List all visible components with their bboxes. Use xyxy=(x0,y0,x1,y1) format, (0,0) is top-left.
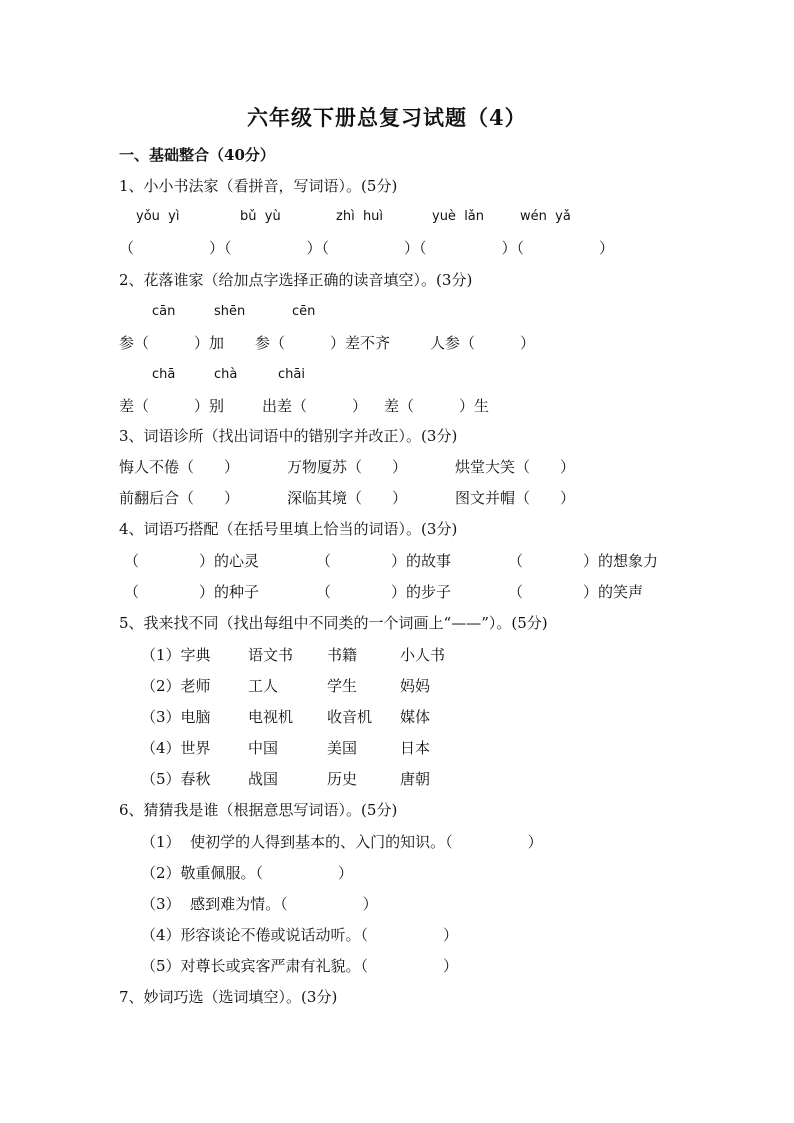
group-word: 妈妈 xyxy=(400,677,431,695)
pinyin-item: cēn xyxy=(292,304,316,319)
group-word: （1）字典 xyxy=(141,646,211,664)
group-word: 小人书 xyxy=(400,646,446,664)
pinyin-item: shēn xyxy=(214,304,246,319)
group-word: 唐朝 xyxy=(400,770,431,788)
pinyin-item: bǔ yù xyxy=(240,209,281,224)
section-heading: 一、基础整合（40分） xyxy=(119,146,275,164)
definition-item: （1） 使初学的人得到基本的、入门的知识。（ ） xyxy=(141,833,543,851)
correction-item: 烘堂大笑（ ） xyxy=(455,458,576,476)
matching-item: （ ）的笑声 xyxy=(508,583,644,601)
group-word: （5）春秋 xyxy=(141,770,211,788)
definition-item: （5）对尊长或宾客严肃有礼貌。（ ） xyxy=(141,957,459,975)
pronunciation-item: 人参（ ） xyxy=(430,334,536,352)
pinyin-item: chāi xyxy=(278,367,305,382)
pinyin-item: zhì huì xyxy=(336,209,384,224)
matching-item: （ ）的故事 xyxy=(316,552,452,570)
group-word: （2）老师 xyxy=(141,677,211,695)
group-word: 工人 xyxy=(248,677,279,695)
pronunciation-item: 参（ ）差不齐 xyxy=(255,334,391,352)
correction-item: 深临其境（ ） xyxy=(287,489,408,507)
pronunciation-item: 差（ ）别 xyxy=(119,397,225,415)
pronunciation-item: 参（ ）加 xyxy=(119,334,225,352)
group-word: 电视机 xyxy=(248,708,294,726)
question-6-title: 6、猜猜我是谁（根据意思写词语）。(5分) xyxy=(119,801,398,819)
group-word: 书籍 xyxy=(327,646,358,664)
correction-item: 前翻后合（ ） xyxy=(119,489,240,507)
matching-item: （ ）的步子 xyxy=(316,583,452,601)
pinyin-item: yǒu yì xyxy=(136,209,180,224)
correction-item: 图文并帽（ ） xyxy=(455,489,576,507)
question-2-title: 2、花落谁家（给加点字选择正确的读音填空）。(3分) xyxy=(119,271,473,289)
group-word: （4）世界 xyxy=(141,739,211,757)
question-4-title: 4、词语巧搭配（在括号里填上恰当的词语）。(3分) xyxy=(119,520,458,538)
correction-item: 万物厦苏（ ） xyxy=(287,458,408,476)
question-1-title: 1、小小书法家（看拼音，写词语）。(5分) xyxy=(119,177,398,195)
group-word: 学生 xyxy=(327,677,358,695)
group-word: 日本 xyxy=(400,739,431,757)
group-word: 历史 xyxy=(327,770,358,788)
question-7-title: 7、妙词巧选（选词填空）。(3分) xyxy=(119,988,338,1006)
group-word: 战国 xyxy=(248,770,279,788)
pinyin-item: chā xyxy=(152,367,176,382)
matching-item: （ ）的种子 xyxy=(124,583,260,601)
page-title: 六年级下册总复习试题（4） xyxy=(247,105,527,130)
matching-item: （ ）的心灵 xyxy=(124,552,260,570)
group-word: （3）电脑 xyxy=(141,708,211,726)
answer-blanks: （ ）（ ）（ ）（ ）（ ） xyxy=(119,239,615,257)
group-word: 语文书 xyxy=(248,646,294,664)
definition-item: （2）敬重佩服。（ ） xyxy=(141,864,354,882)
definition-item: （4）形容谈论不倦或说话动听。（ ） xyxy=(141,926,459,944)
pinyin-item: chà xyxy=(214,367,238,382)
pinyin-item: yuè lǎn xyxy=(432,209,485,224)
definition-item: （3） 感到难为情。（ ） xyxy=(141,895,378,913)
correction-item: 悔人不倦（ ） xyxy=(119,458,240,476)
question-5-title: 5、我来找不同（找出每组中不同类的一个词画上“——”）。(5分) xyxy=(119,614,548,632)
group-word: 中国 xyxy=(248,739,279,757)
pronunciation-item: 差（ ）生 xyxy=(384,397,490,415)
pinyin-item: wén yǎ xyxy=(520,209,571,224)
group-word: 美国 xyxy=(327,739,358,757)
group-word: 收音机 xyxy=(327,708,373,726)
question-3-title: 3、词语诊所（找出词语中的错别字并改正）。(3分) xyxy=(119,427,458,445)
matching-item: （ ）的想象力 xyxy=(508,552,659,570)
pronunciation-item: 出差（ ） xyxy=(262,397,368,415)
pinyin-item: cān xyxy=(152,304,176,319)
group-word: 媒体 xyxy=(400,708,431,726)
